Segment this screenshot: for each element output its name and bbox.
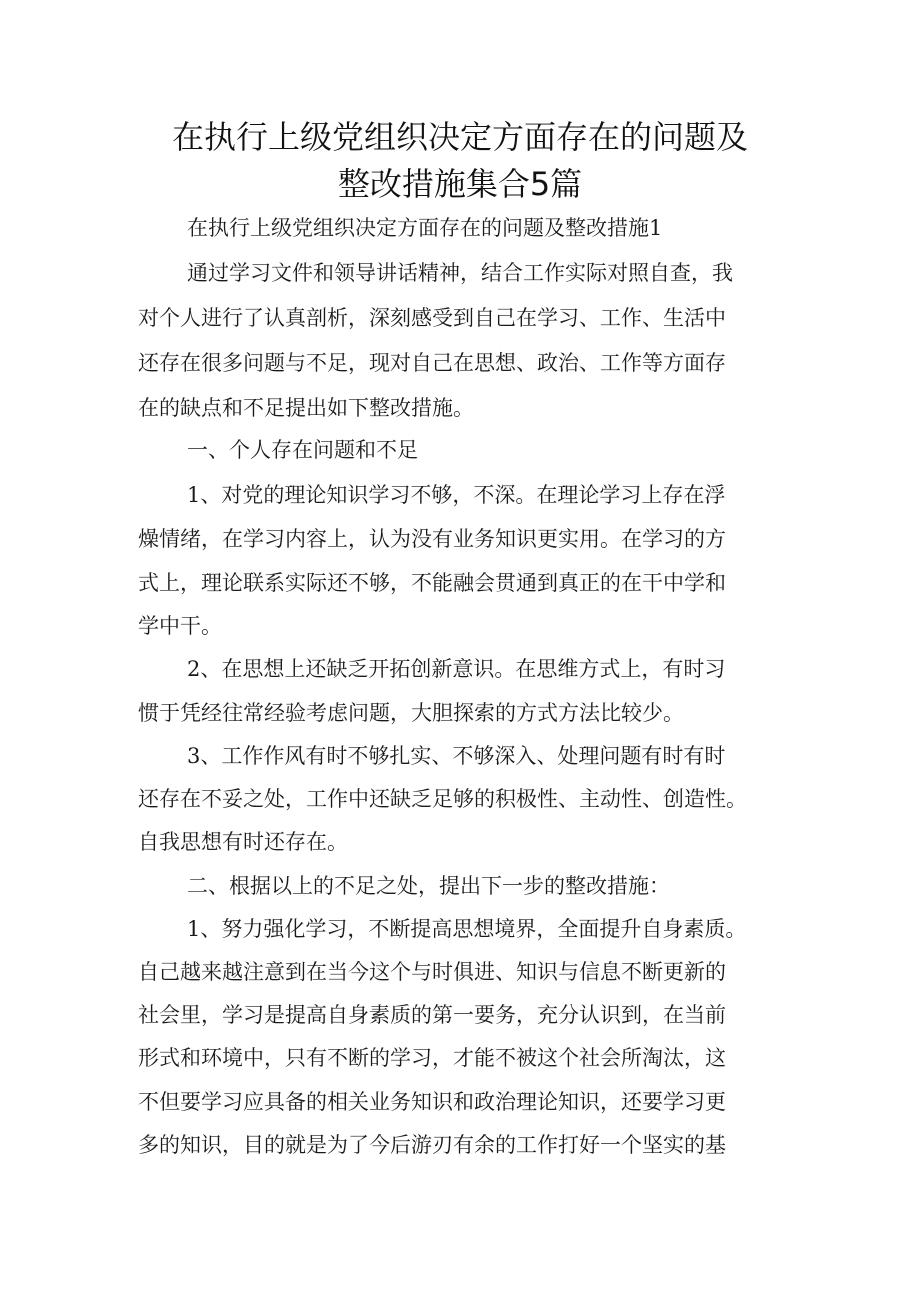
document-title-line-2: 整改措施集合5篇 — [337, 165, 583, 203]
paragraph-line: 在的缺点和不足提出如下整改措施。 — [138, 396, 474, 420]
section-heading: 在执行上级党组织决定方面存在的问题及整改措施1 — [187, 216, 663, 240]
paragraph-line: 通过学习文件和领导讲话精神，结合工作实际对照自查，我 — [187, 261, 733, 285]
document-title-line-1: 在执行上级党组织决定方面存在的问题及 — [171, 118, 748, 156]
paragraph-line: 社会里，学习是提高自身素质的第一要务，充分认识到，在当前 — [138, 1003, 726, 1027]
paragraph-line: 形式和环境中，只有不断的学习，才能不被这个社会所淘汰，这 — [138, 1046, 726, 1070]
paragraph-line: 式上，理论联系实际还不够，不能融会贯通到真正的在干中学和 — [138, 571, 726, 595]
paragraph-line: 3、工作作风有时不够扎实、不够深入、处理问题有时有时 — [187, 744, 726, 768]
paragraph-line: 自我思想有时还存在。 — [138, 830, 348, 854]
paragraph-line: 燥情绪，在学习内容上，认为没有业务知识更实用。在学习的方 — [138, 527, 726, 551]
paragraph-line: 1、对党的理论知识学习不够，不深。在理论学习上存在浮 — [187, 483, 726, 507]
paragraph-line: 还存在很多问题与不足，现对自己在思想、政治、工作等方面存 — [138, 351, 726, 375]
paragraph-line: 惯于凭经往常经验考虑问题，大胆探索的方式方法比较少。 — [138, 701, 684, 725]
paragraph-line: 对个人进行了认真剖析，深刻感受到自己在学习、工作、生活中 — [138, 306, 726, 330]
paragraph-line: 2、在思想上还缺乏开拓创新意识。在思维方式上，有时习 — [187, 657, 726, 681]
subheading: 一、个人存在问题和不足 — [187, 438, 418, 462]
paragraph-line: 还存在不妥之处，工作中还缺乏足够的积极性、主动性、创造性。 — [138, 787, 747, 811]
paragraph-line: 学中干。 — [138, 614, 222, 638]
paragraph-line: 多的知识，目的就是为了今后游刃有余的工作打好一个坚实的基 — [138, 1133, 726, 1157]
subheading: 二、根据以上的不足之处，提出下一步的整改措施： — [187, 874, 670, 898]
paragraph-line: 1、努力强化学习，不断提高思想境界，全面提升自身素质。 — [187, 917, 747, 941]
paragraph-line: 自己越来越注意到在当今这个与时俱进、知识与信息不断更新的 — [138, 960, 726, 984]
paragraph-line: 不但要学习应具备的相关业务知识和政治理论知识，还要学习更 — [138, 1090, 726, 1114]
